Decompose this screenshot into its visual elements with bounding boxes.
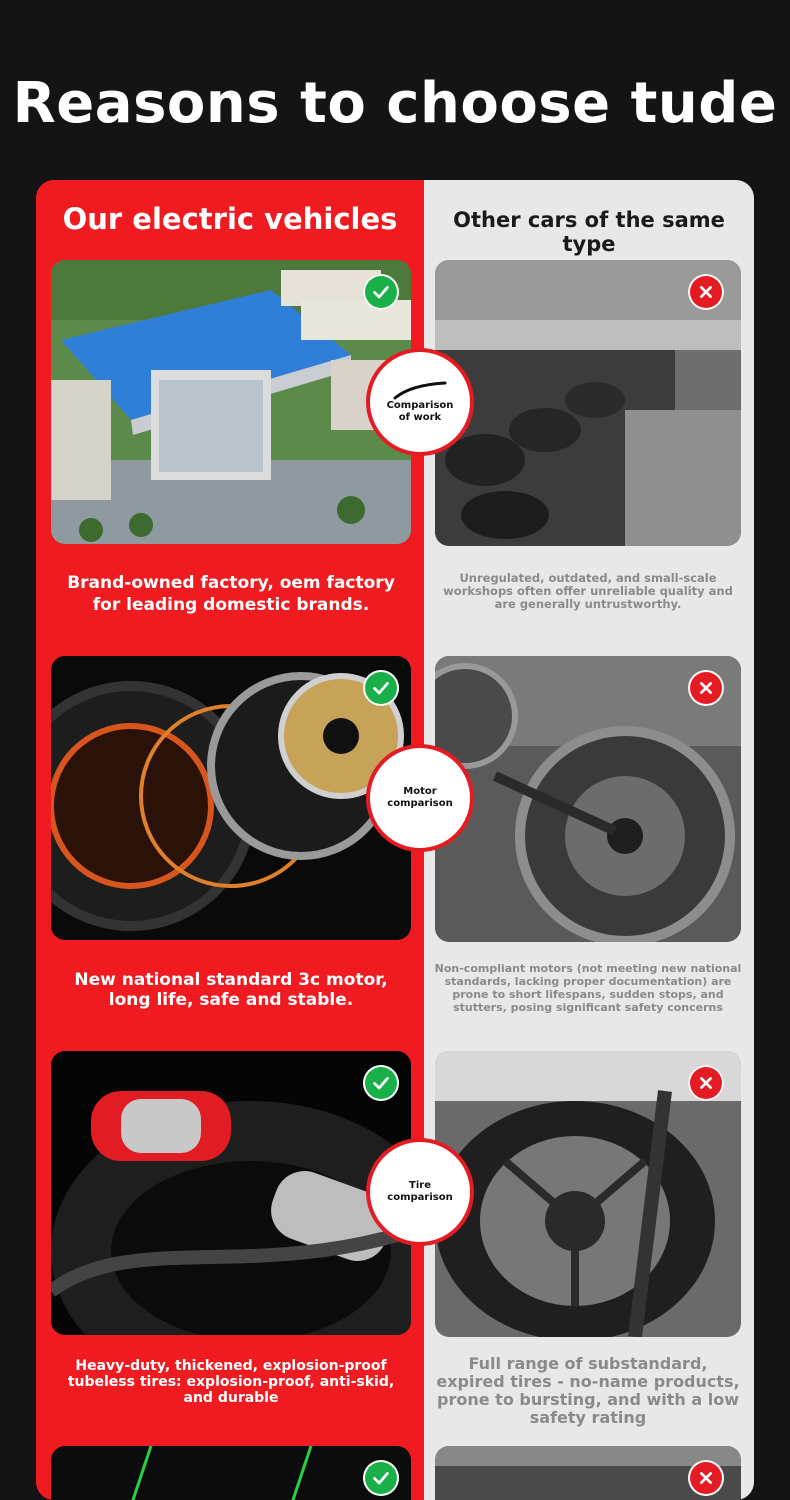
our-caption: Brand-owned factory, oem factory for leading domestic brands. bbox=[67, 573, 395, 615]
our-vehicles-heading: Our electric vehicles bbox=[62, 202, 398, 236]
tire-image bbox=[51, 1051, 411, 1335]
cross-icon bbox=[688, 1065, 724, 1101]
cross-icon bbox=[688, 274, 724, 310]
page-title: Reasons to choose tude bbox=[12, 71, 778, 136]
next-feature-image bbox=[51, 1446, 411, 1500]
cross-icon bbox=[688, 670, 724, 706]
other-caption: Unregulated, outdated, and small-scale workshops often offer unreliable quality and are generally untrustworthy. bbox=[443, 571, 733, 611]
other-caption: Non-compliant motors (not meeting new national standards, lacking proper documentation) are prone to short lifespans, sudden stops, and stutters, posing significant safety concerns bbox=[434, 962, 742, 1014]
check-icon bbox=[363, 1460, 399, 1496]
comparison-badge-motor bbox=[366, 744, 474, 852]
comparison-badge-work bbox=[366, 348, 474, 456]
factory-image bbox=[51, 260, 411, 544]
motor-image bbox=[51, 656, 411, 940]
comparison-label: Motor comparison bbox=[387, 786, 453, 809]
our-caption: New national standard 3c motor, long life, safe and stable. bbox=[74, 970, 388, 1010]
other-caption: Full range of substandard, expired tires - no-name products, prone to bursting, and with a low safety rating bbox=[436, 1354, 740, 1427]
brush-stroke-icon bbox=[393, 380, 447, 400]
comparison-label: Tire comparison bbox=[387, 1180, 453, 1203]
check-icon bbox=[363, 274, 399, 310]
comparison-label: Comparison of work bbox=[386, 400, 454, 423]
check-icon bbox=[363, 670, 399, 706]
our-caption: Heavy-duty, thickened, explosion-proof tubeless tires: explosion-proof, anti-skid, and durable bbox=[67, 1358, 395, 1406]
check-icon bbox=[363, 1065, 399, 1101]
comparison-panel bbox=[36, 180, 754, 1500]
comparison-badge-tire bbox=[366, 1138, 474, 1246]
cross-icon bbox=[688, 1460, 724, 1496]
other-vehicles-heading: Other cars of the same type bbox=[453, 208, 725, 256]
